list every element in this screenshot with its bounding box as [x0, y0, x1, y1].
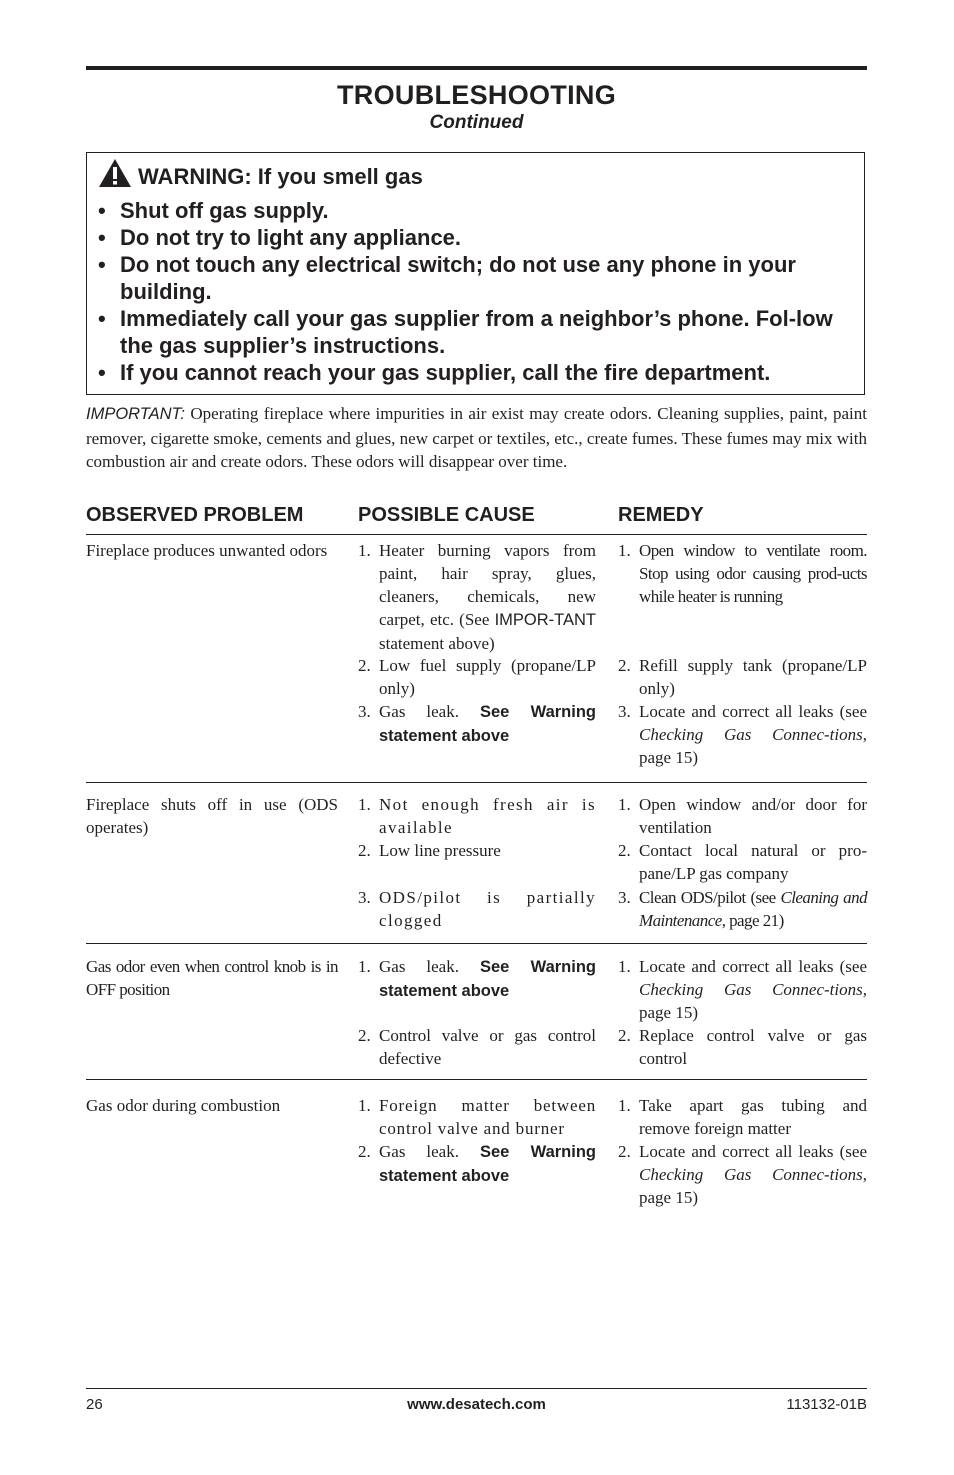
cause-text	[379, 1140, 596, 1188]
remedy-text-main: Locate and correct all leaks (see	[639, 1142, 867, 1161]
remedy-text	[639, 886, 867, 932]
remedy-number: 1.	[618, 541, 631, 560]
header-remedy: REMEDY	[618, 504, 704, 526]
remedy-text-main: Locate and correct all leaks (see	[639, 957, 867, 976]
remedy-text-tail: , page 15)	[639, 1165, 867, 1207]
remedy-number: 3.	[618, 888, 631, 907]
cause-text: Foreign matter between control valve and burner	[379, 1096, 596, 1138]
cause-number: 1.	[358, 1096, 371, 1115]
warning-item	[98, 305, 860, 359]
doc-number: 113132-01B	[786, 1396, 867, 1413]
cause-number: 2.	[358, 1142, 371, 1161]
header-observed-problem: OBSERVED PROBLEM	[86, 504, 304, 526]
page-title: TROUBLESHOOTING	[337, 80, 616, 110]
page-number: 26	[86, 1396, 103, 1413]
warning-list	[98, 197, 860, 386]
cause-text-main: Gas leak.	[379, 702, 459, 721]
warning-item	[98, 224, 860, 251]
cause-number: 2.	[358, 656, 371, 675]
cause-text	[379, 700, 596, 748]
warning-item-text: Shut off gas supply.	[120, 198, 329, 223]
cause-bold-ref: See Warning statement above	[379, 703, 596, 745]
cause-number: 2.	[358, 1026, 371, 1045]
row-divider	[86, 1079, 867, 1080]
cause-bold-ref: See Warning statement above	[379, 1143, 596, 1185]
remedy-number: 3.	[618, 702, 631, 721]
cause-item	[358, 793, 596, 839]
remedy-italic-ref: Cleaning and Maintenance	[639, 888, 868, 930]
remedy-item	[618, 1024, 867, 1070]
problem-cell: Gas odor during combustion	[86, 1096, 281, 1115]
cause-text: Low fuel supply (propane/LP only)	[379, 656, 596, 698]
footer-rule	[86, 1388, 867, 1389]
remedy-italic-ref: Checking Gas Connec-tions	[639, 725, 863, 744]
warning-item-text: Do not try to light any appliance.	[120, 225, 462, 250]
problem-cell: Fireplace produces unwanted odors	[86, 541, 328, 560]
cause-text: Low line pressure	[379, 841, 501, 860]
row-divider	[86, 943, 867, 944]
bullet: •	[98, 252, 106, 277]
cause-item	[358, 955, 596, 1003]
cause-number: 3.	[358, 702, 371, 721]
cause-bold-ref: See Warning statement above	[379, 958, 596, 1000]
remedy-number: 2.	[618, 1026, 631, 1045]
problem-cell: Fireplace shuts off in use (ODS operates)	[86, 795, 338, 837]
cause-number: 1.	[358, 957, 371, 976]
footer-url: www.desatech.com	[407, 1396, 546, 1413]
cause-text: Not enough fresh air is available	[379, 795, 596, 837]
bullet: •	[98, 306, 106, 331]
remedy-item	[618, 886, 867, 932]
cause-number: 1.	[358, 541, 371, 560]
remedy-number: 2.	[618, 656, 631, 675]
cause-item	[358, 1140, 596, 1188]
cause-text	[379, 539, 596, 655]
warning-triangle-icon	[98, 158, 132, 188]
remedy-item	[618, 654, 867, 700]
warning-item-text: Do not touch any electrical switch; do not use any phone in your building.	[120, 252, 796, 304]
remedy-text-tail: , page 21)	[721, 911, 784, 930]
cause-text-main: Gas leak.	[379, 1142, 459, 1161]
remedy-text-main: Clean ODS/pilot (see	[639, 888, 776, 907]
cause-text-main: Gas leak.	[379, 957, 459, 976]
cause-item	[358, 1094, 596, 1140]
cause-item	[358, 654, 596, 700]
cause-number: 3.	[358, 888, 371, 907]
remedy-number: 1.	[618, 1096, 631, 1115]
cause-item	[358, 539, 596, 655]
remedy-item	[618, 1094, 867, 1140]
cause-reference: IMPOR-TANT	[494, 611, 596, 629]
important-label: IMPORTANT:	[86, 405, 185, 423]
bullet: •	[98, 360, 106, 385]
cause-item	[358, 700, 596, 748]
warning-item-text: If you cannot reach your gas supplier, call the fire department.	[120, 360, 771, 385]
cause-item	[358, 1024, 596, 1070]
remedy-item	[618, 1140, 867, 1209]
important-text: Operating fireplace where impurities in air exist may create odors. Cleaning supplies, paint, paint remover, cigarette smoke, cements and glues, new carpet or textiles, etc., create fumes. These fumes may mix with combustion air and create odors. These odors will disappear over time.	[86, 404, 867, 471]
row-divider	[86, 782, 867, 783]
cause-text: Control valve or gas control defective	[379, 1026, 596, 1068]
warning-item	[98, 197, 860, 224]
warning-heading-text: WARNING: If you smell gas	[138, 164, 423, 189]
warning-item-text: Immediately call your gas supplier from a neighbor’s phone. Fol-low the gas supplier’s instructions.	[120, 306, 833, 358]
remedy-text: Open window to ventilate room. Stop using odor causing prod-ucts while heater is running	[639, 541, 867, 606]
header-divider	[86, 534, 867, 535]
cause-item	[358, 839, 596, 862]
remedy-italic-ref: Checking Gas Connec-tions	[639, 1165, 863, 1184]
cause-item	[358, 886, 596, 932]
remedy-item	[618, 955, 867, 1024]
remedy-number: 1.	[618, 957, 631, 976]
warning-item	[98, 359, 860, 386]
page-subtitle: Continued	[429, 112, 524, 133]
remedy-text: Take apart gas tubing and remove foreign matter	[639, 1096, 867, 1138]
remedy-text-main: Locate and correct all leaks (see	[639, 702, 867, 721]
remedy-text	[639, 700, 867, 769]
remedy-item	[618, 839, 867, 885]
remedy-number: 2.	[618, 1142, 631, 1161]
cause-number: 2.	[358, 841, 371, 860]
cause-text	[379, 955, 596, 1003]
cause-text-tail: statement above)	[379, 634, 495, 653]
header-possible-cause: POSSIBLE CAUSE	[358, 504, 535, 526]
remedy-item	[618, 539, 867, 608]
remedy-text	[639, 1140, 867, 1209]
remedy-number: 2.	[618, 841, 631, 860]
bullet: •	[98, 225, 106, 250]
remedy-text: Open window and/or door for ventilation	[639, 795, 867, 837]
cause-text: ODS/pilot is partially clogged	[379, 888, 596, 930]
remedy-item	[618, 700, 867, 769]
remedy-text: Replace control valve or gas control	[639, 1026, 867, 1068]
warning-item	[98, 251, 860, 305]
remedy-text-tail: page 15)	[639, 1003, 699, 1022]
important-note	[86, 402, 867, 474]
remedy-text	[639, 955, 867, 1024]
remedy-item	[618, 793, 867, 839]
bullet: •	[98, 198, 106, 223]
remedy-text: Refill supply tank (propane/LP only)	[639, 656, 867, 698]
warning-heading	[98, 160, 423, 190]
top-rule	[86, 66, 867, 70]
remedy-number: 1.	[618, 795, 631, 814]
remedy-text-tail: , page 15)	[639, 725, 867, 767]
remedy-italic-ref: Checking Gas Connec-tions,	[639, 980, 867, 999]
cause-number: 1.	[358, 795, 371, 814]
remedy-text: Contact local natural or pro-pane/LP gas company	[639, 841, 867, 883]
problem-cell: Gas odor even when control knob is in OFF position	[86, 957, 338, 999]
cause-text-main: Heater burning vapors from paint, hair spray, glues, cleaners, chemicals, new carpet, etc. (See	[379, 541, 596, 629]
